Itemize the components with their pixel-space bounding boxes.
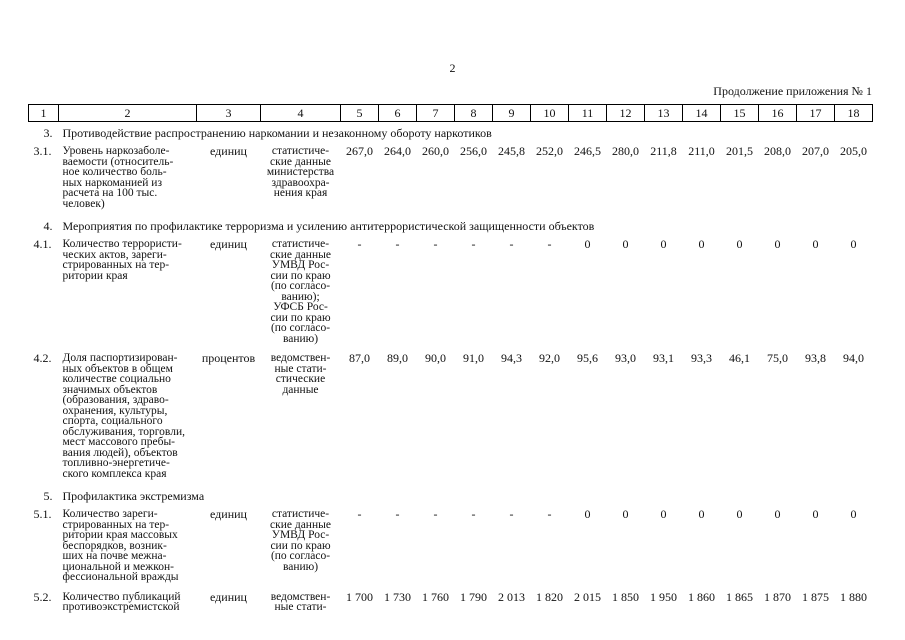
section-title: Противодействие распространению наркомании и незаконному обороту наркотиков xyxy=(62,126,492,140)
indicator-value: 93,8 xyxy=(805,351,826,365)
indicator-value: 1 700 xyxy=(346,589,373,604)
indicator-value: 1 730 xyxy=(384,589,411,604)
indicator-unit: процентов xyxy=(201,351,256,365)
indicator-row xyxy=(29,236,873,350)
indicator-value: - xyxy=(471,507,476,521)
indicator-source: статистиче- ские данные министерства здравоохра- нения края xyxy=(266,145,335,199)
indicator-value: - xyxy=(395,507,400,521)
column-header-2: 2 xyxy=(59,105,197,122)
column-header-18: 18 xyxy=(835,105,873,122)
indicator-unit: единиц xyxy=(210,589,247,604)
indicator-source: ведомствен- ные стати- стические данные xyxy=(270,352,331,396)
indicator-value: 0 xyxy=(812,507,819,521)
appendix-continuation-label: Продолжение приложения № 1 xyxy=(713,84,872,98)
indicator-value: 211,0 xyxy=(688,144,715,158)
indicator-value: 0 xyxy=(622,237,629,251)
section-row xyxy=(29,485,873,506)
indicator-value: 252,0 xyxy=(536,144,563,158)
indicator-name: Количество террористи- ческих актов, зареги- стрированных на тер- ритории края xyxy=(62,238,182,282)
indicator-value: 0 xyxy=(774,507,781,521)
indicator-value: 0 xyxy=(660,507,667,521)
section-number: 4. xyxy=(43,219,53,233)
column-header-4: 4 xyxy=(261,105,341,122)
indicator-value: - xyxy=(395,237,400,251)
page-number: 2 xyxy=(449,61,456,75)
column-header-9: 9 xyxy=(493,105,531,122)
indicator-value: 0 xyxy=(812,237,819,251)
indicator-row xyxy=(29,506,873,589)
indicator-value: 208,0 xyxy=(764,144,791,158)
indicator-number: 5.1. xyxy=(33,507,52,521)
indicator-value: - xyxy=(471,237,476,251)
indicator-number: 4.1. xyxy=(33,237,52,251)
indicator-source: статистиче- ские данные УМВД Рос- сии по краю (по согласо- ванию); УФСБ Рос- сии по краю (по согласо- ванию) xyxy=(270,238,331,345)
indicator-value: 93,1 xyxy=(653,351,674,365)
column-header-15: 15 xyxy=(721,105,759,122)
section-number: 3. xyxy=(43,126,53,140)
section-number: 5. xyxy=(43,489,53,503)
indicator-value: - xyxy=(433,237,438,251)
indicator-value: 1 875 xyxy=(802,589,829,604)
indicator-name: Доля паспортизирован- ных объектов в общем количестве социально значимых объектов (образования, здраво- охранения, культуры, спорта, социального обслуживания, торговли, мест массового пребы- вания людей), объектов топливно-энергетиче- ского комплекса края xyxy=(62,352,185,480)
indicator-value: 93,0 xyxy=(615,351,636,365)
indicator-value: - xyxy=(509,237,514,251)
indicator-name: Количество зареги- стрированных на тер- ритории края массовых беспорядков, возник- ших на почве межна- циональной и межкон- фессиональной вражды xyxy=(62,508,179,583)
indicator-value: 95,6 xyxy=(577,351,598,365)
indicator-value: 0 xyxy=(850,237,857,251)
column-header-11: 11 xyxy=(569,105,607,122)
indicator-source: статистиче- ские данные УМВД Рос- сии по краю (по согласо- ванию) xyxy=(270,508,331,573)
column-header-1: 1 xyxy=(29,105,59,122)
indicator-unit: единиц xyxy=(210,144,247,158)
indicator-value: 267,0 xyxy=(346,144,373,158)
indicator-value: 260,0 xyxy=(422,144,449,158)
indicator-value: - xyxy=(357,507,362,521)
indicator-value: 1 880 xyxy=(840,589,867,604)
indicator-value: 2 013 xyxy=(498,589,525,604)
indicator-value: 0 xyxy=(774,237,781,251)
column-header-3: 3 xyxy=(197,105,261,122)
indicators-table xyxy=(28,104,873,619)
column-header-7: 7 xyxy=(417,105,455,122)
indicator-name: Количество публикаций противоэкстремистской xyxy=(62,590,181,613)
indicator-row xyxy=(29,143,873,215)
column-header-12: 12 xyxy=(607,105,645,122)
indicator-value: 0 xyxy=(660,237,667,251)
indicator-value: - xyxy=(433,507,438,521)
indicator-value: 0 xyxy=(584,237,591,251)
indicator-value: 1 870 xyxy=(764,589,791,604)
indicator-value: 246,5 xyxy=(574,144,601,158)
indicator-value: 256,0 xyxy=(460,144,487,158)
indicator-row xyxy=(29,350,873,485)
indicator-number: 5.2. xyxy=(33,589,52,604)
indicator-value: 92,0 xyxy=(539,351,560,365)
indicator-value: 0 xyxy=(698,507,705,521)
indicator-value: 0 xyxy=(736,237,743,251)
indicator-number: 4.2. xyxy=(33,351,52,365)
indicator-value: 94,3 xyxy=(501,351,522,365)
indicator-value: 75,0 xyxy=(767,351,788,365)
indicator-value: 211,8 xyxy=(650,144,677,158)
indicator-row xyxy=(29,589,873,619)
indicator-value: 205,0 xyxy=(840,144,867,158)
indicator-value: 91,0 xyxy=(463,351,484,365)
indicator-value: 90,0 xyxy=(425,351,446,365)
section-title: Профилактика экстремизма xyxy=(62,489,205,503)
indicator-value: 87,0 xyxy=(349,351,370,365)
indicator-value: 201,5 xyxy=(726,144,753,158)
indicator-value: 1 820 xyxy=(536,589,563,604)
section-row xyxy=(29,122,873,144)
column-header-8: 8 xyxy=(455,105,493,122)
indicator-value: 1 865 xyxy=(726,589,753,604)
indicator-value: 207,0 xyxy=(802,144,829,158)
indicator-value: 1 760 xyxy=(422,589,449,604)
indicator-value: 264,0 xyxy=(384,144,411,158)
indicator-name: Уровень наркозаболе- ваемости (относитель- ное количество боль- ных наркоманией из расчета на 100 тыс. человек) xyxy=(62,145,174,210)
indicator-value: 1 790 xyxy=(460,589,487,604)
column-header-10: 10 xyxy=(531,105,569,122)
indicator-value: - xyxy=(357,237,362,251)
indicator-source: ведомствен- ные стати- xyxy=(270,590,331,613)
indicator-unit: единиц xyxy=(210,237,247,251)
indicator-value: 0 xyxy=(698,237,705,251)
indicator-value: 0 xyxy=(736,507,743,521)
indicator-value: 0 xyxy=(622,507,629,521)
column-header-14: 14 xyxy=(683,105,721,122)
indicator-value: 46,1 xyxy=(729,351,750,365)
column-header-5: 5 xyxy=(341,105,379,122)
indicator-value: - xyxy=(547,237,552,251)
indicator-value: 2 015 xyxy=(574,589,601,604)
indicator-value: - xyxy=(547,507,552,521)
indicator-value: - xyxy=(509,507,514,521)
indicator-unit: единиц xyxy=(210,507,247,521)
column-header-6: 6 xyxy=(379,105,417,122)
indicator-value: 94,0 xyxy=(843,351,864,365)
indicator-value: 89,0 xyxy=(387,351,408,365)
section-title: Мероприятия по профилактике терроризма и усилению антитеррористической защищенности объектов xyxy=(62,219,595,233)
indicator-value: 245,8 xyxy=(498,144,525,158)
indicator-value: 0 xyxy=(584,507,591,521)
column-header-13: 13 xyxy=(645,105,683,122)
column-header-16: 16 xyxy=(759,105,797,122)
indicator-value: 93,3 xyxy=(691,351,712,365)
indicator-value: 1 850 xyxy=(612,589,639,604)
column-header-17: 17 xyxy=(797,105,835,122)
indicator-value: 1 860 xyxy=(688,589,715,604)
indicator-number: 3.1. xyxy=(33,144,52,158)
indicator-value: 0 xyxy=(850,507,857,521)
indicator-value: 280,0 xyxy=(612,144,639,158)
section-row xyxy=(29,215,873,236)
column-number-header xyxy=(29,105,873,122)
indicator-value: 1 950 xyxy=(650,589,677,604)
